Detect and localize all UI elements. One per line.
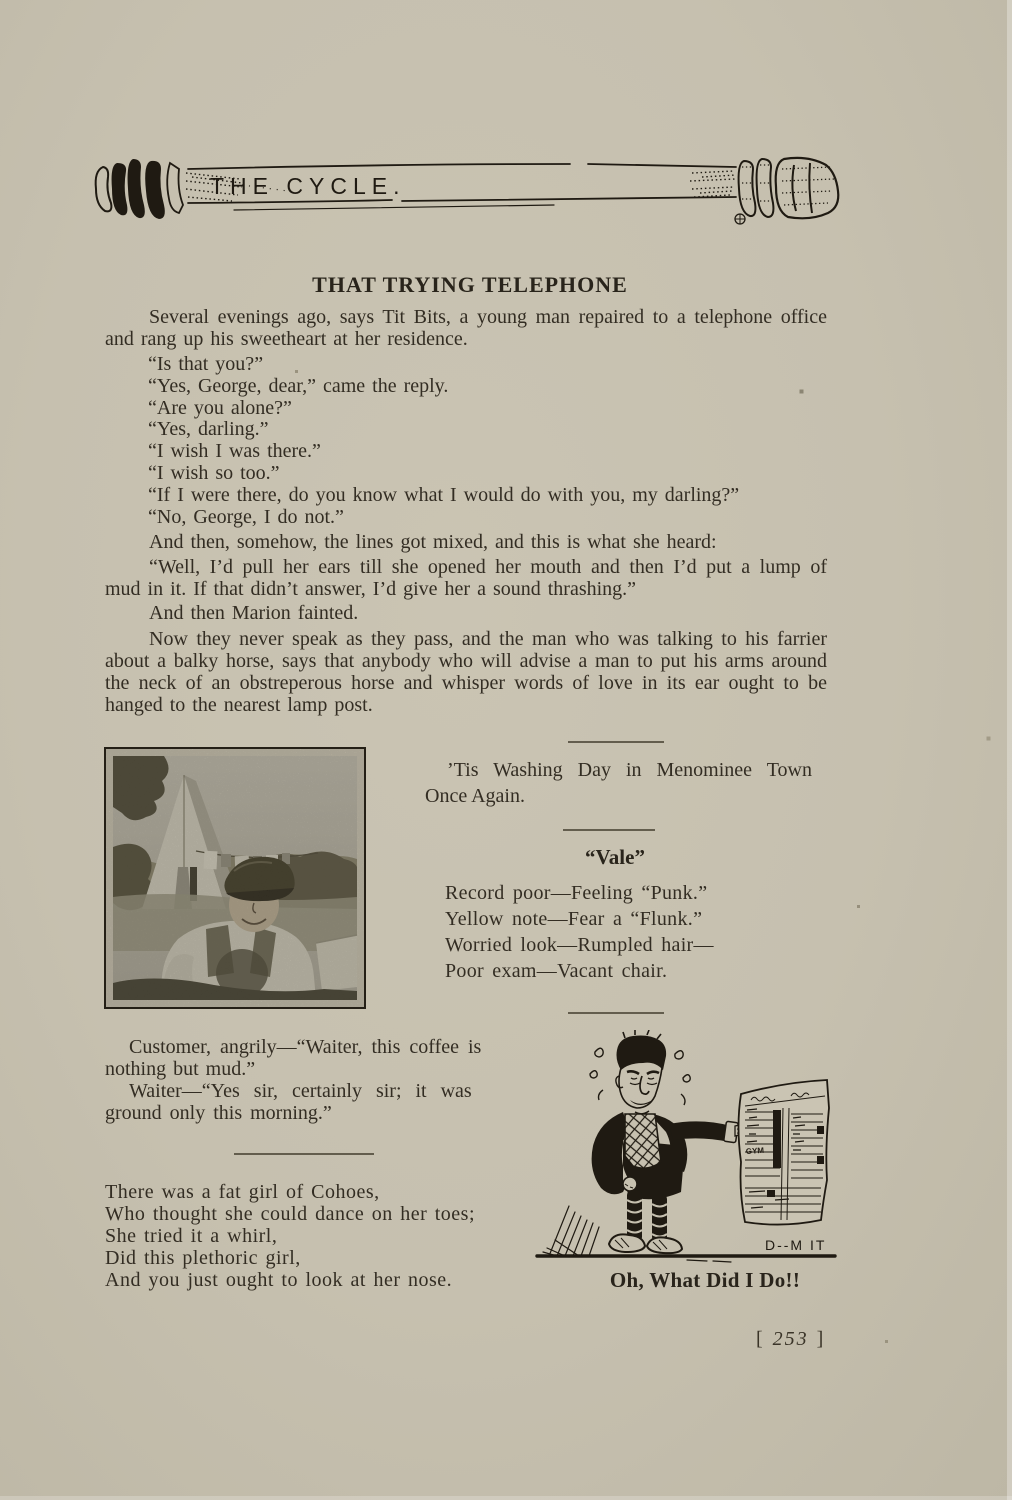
- article-paragraph: “Well, I’d pull her ears till she opened her mouth and then I’d put a lump of mud in it. If that didn’t answer, I’d give her a sound thrashing.”: [105, 556, 827, 600]
- bracket: [: [756, 1328, 765, 1350]
- washing-day-photo: [104, 747, 366, 1009]
- section-divider: [568, 741, 664, 743]
- report-card: [739, 1080, 830, 1225]
- report-scribble-text: GYM: [745, 1145, 765, 1156]
- poem-line: Did this plethoric girl,: [105, 1247, 301, 1269]
- waiter-joke: [105, 1036, 553, 1124]
- scan-specks: [0, 0, 1, 1]
- poem-line: Yellow note—Fear a “Flunk.”: [445, 908, 703, 930]
- dialogue-line: “Is that you?”: [148, 353, 264, 375]
- dialogue-line: “Yes, George, dear,” came the reply.: [148, 374, 449, 397]
- joke-line: Customer, angrily—“Waiter, this coffee is: [129, 1036, 482, 1058]
- poem-line: Poor exam—Vacant chair.: [445, 960, 668, 982]
- dialogue-line: “Are you alone?”: [148, 396, 292, 419]
- cartoon-signature: D--M IT: [765, 1237, 827, 1253]
- poem-line: Record poor—Feeling “Punk.”: [445, 882, 708, 904]
- vale-title: “Vale”: [585, 845, 645, 869]
- grass: [543, 1206, 599, 1256]
- poem-line: And you just ought to look at her nose.: [105, 1269, 453, 1291]
- page-number: [756, 1328, 825, 1351]
- dialogue-block: [148, 354, 848, 528]
- section-divider: [568, 1012, 664, 1014]
- dialogue-line: “Yes, darling.”: [148, 418, 269, 441]
- washing-caption: [425, 757, 839, 809]
- vale-poem: [445, 880, 714, 984]
- article-paragraph: And then Marion fainted.: [149, 602, 359, 624]
- dialogue-line: “If I were there, do you know what I would do with you, my darling?”: [148, 483, 740, 506]
- poem-line: She tried it a whirl,: [105, 1225, 278, 1247]
- banner-title: THE CYCLE.: [210, 173, 406, 199]
- dialogue-line: “I wish so too.”: [148, 461, 280, 484]
- article-paragraph: And then, somehow, the lines got mixed, and this is what she heard:: [149, 531, 717, 553]
- page-number-value: 253: [772, 1328, 809, 1350]
- joke-line: ground only this morning.”: [105, 1102, 332, 1124]
- dialogue-line: “I wish I was there.”: [148, 440, 321, 463]
- banner-right-scroll-end: [690, 158, 838, 224]
- bracket: ]: [816, 1328, 826, 1350]
- crying-student: [590, 1030, 746, 1253]
- poem-line: Who thought she could dance on her toes;: [105, 1203, 476, 1225]
- poem-line: Worried look—Rumpled hair—: [445, 934, 714, 956]
- article-intro: Several evenings ago, says Tit Bits, a young man repaired to a telephone office and rang up his sweetheart at her residence.: [105, 306, 827, 350]
- caption-line: ’Tis Washing Day in Menominee Town: [447, 759, 812, 781]
- caption-line: Once Again.: [425, 785, 525, 807]
- scan-edge: [1007, 0, 1012, 1500]
- limerick: [105, 1181, 475, 1291]
- poem-line: There was a fat girl of Cohoes,: [105, 1181, 380, 1203]
- dialogue-line: “No, George, I do not.”: [148, 505, 344, 528]
- cartoon-caption: Oh, What Did I Do!!: [609, 1268, 801, 1292]
- article-title: THAT TRYING TELEPHONE: [312, 272, 628, 297]
- joke-line: nothing but mud.”: [105, 1058, 256, 1080]
- section-divider: [563, 829, 655, 831]
- scan-edge: [0, 1496, 1012, 1500]
- plaid-scarf: [625, 1114, 661, 1168]
- shoes: [609, 1234, 682, 1253]
- article-paragraph: Now they never speak as they pass, and the man who was talking to his farrier about a balky horse, says that anybody who will advise a man to put his arms around the neck of an obstreperous horse and whisper words of love in its ear ought to be hanged to the nearest lamp post.: [105, 628, 827, 716]
- joke-line: Waiter—“Yes sir, certainly sir; it was: [129, 1080, 472, 1102]
- section-divider: [234, 1153, 374, 1155]
- banner-ribbon-artwork: [92, 153, 852, 237]
- report-card-cartoon: [535, 1030, 840, 1265]
